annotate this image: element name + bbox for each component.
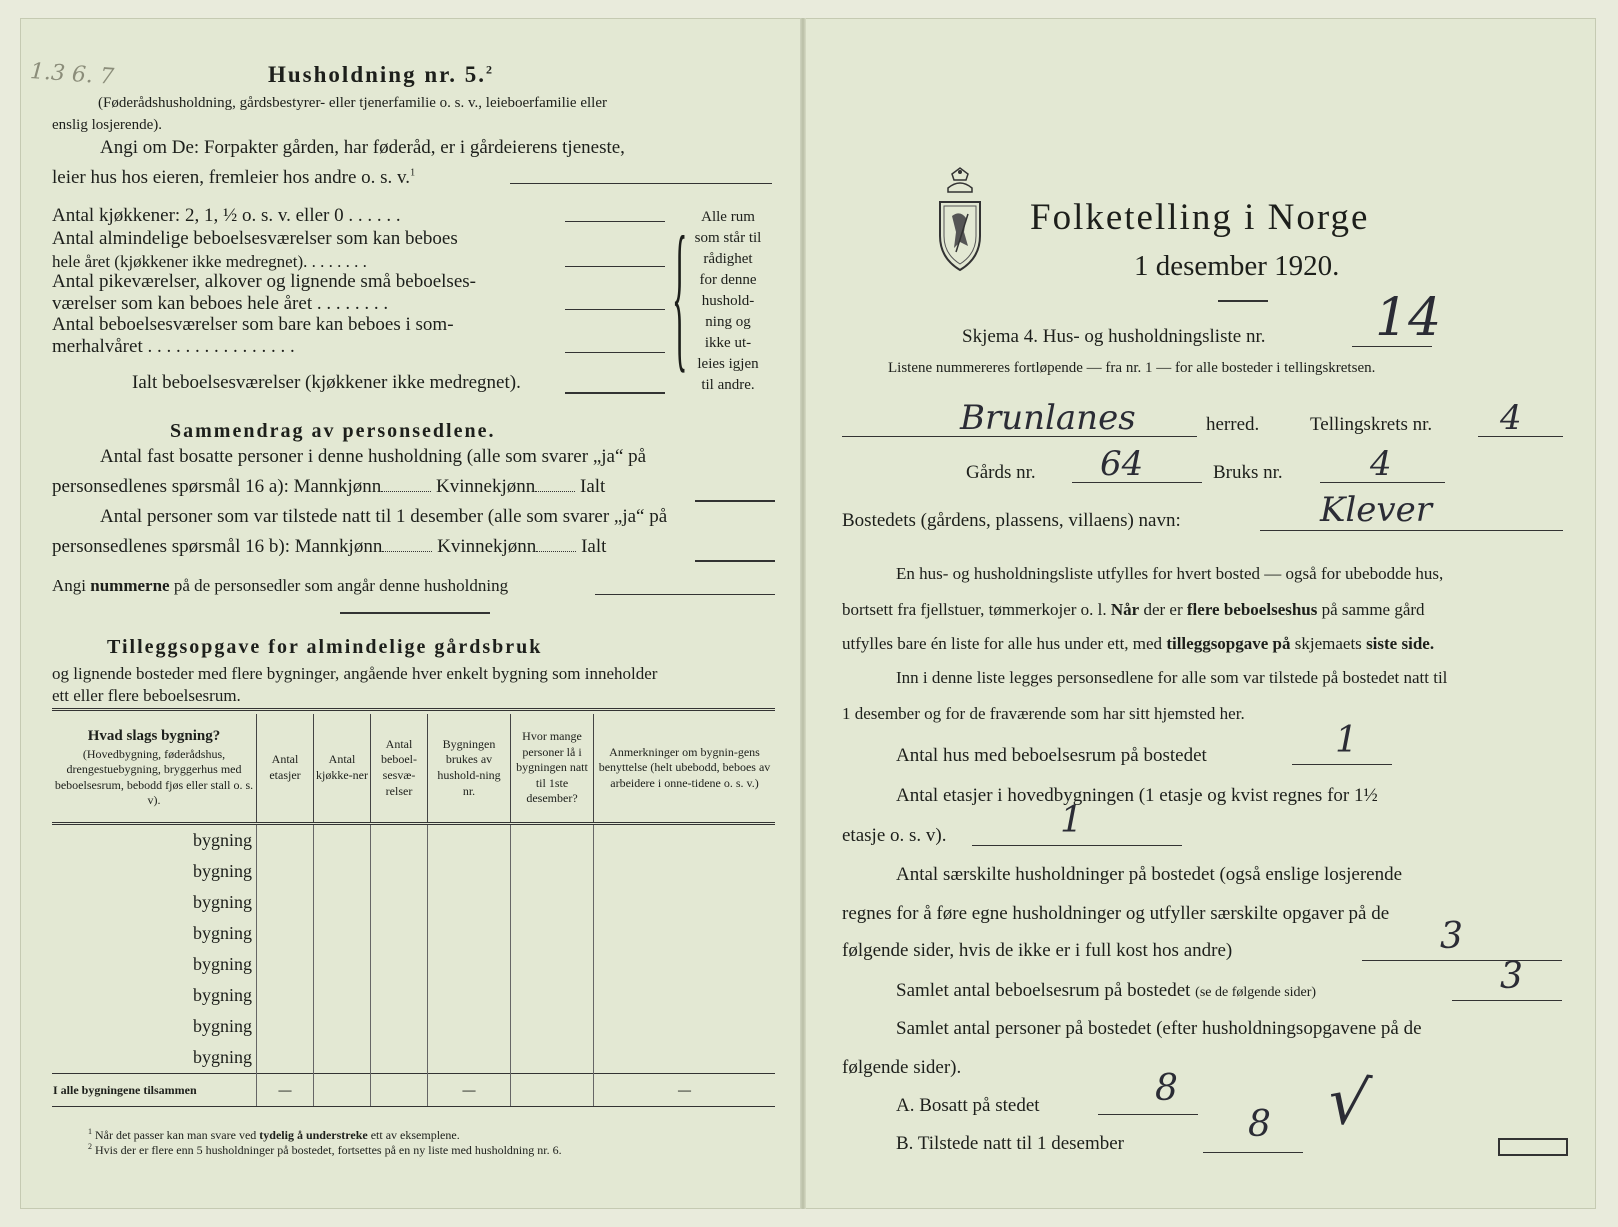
info-para-1-line-1: En hus- og husholdningsliste utfylles for hvert bosted — også for ubebodde hus, xyxy=(896,564,1444,583)
row-label: bygning xyxy=(192,985,252,1005)
main-title: Folketelling i Norge xyxy=(1030,197,1370,238)
herred-value: Brunlanes xyxy=(960,398,1136,438)
brace-note: Alle rum som står til rådighet for denne hushold- ning og ikke ut- leies igjen til andre. xyxy=(694,209,762,393)
col-persons: Hvor mange personer lå i bygningen natt til 1ste desember? xyxy=(511,714,594,824)
row-label: bygning xyxy=(192,892,252,912)
angi-line-2: leier hus hos eieren, fremleier hos andre o. s. v.$^1$ xyxy=(52,167,416,188)
info-para-2-line-1: Inn i denne liste legges personsedlene for alle som var tilstede på bostedet natt til xyxy=(896,668,1448,687)
angi-line-1: Angi om De: Forpakter gården, har føderåd, er i gårdeierens tjeneste, xyxy=(100,137,625,158)
info-para-2-line-2: 1 desember og for de fraværende som har sitt hjemsted her. xyxy=(842,704,1245,723)
q-hus-answer-line[interactable] xyxy=(1292,764,1392,765)
ordinary-rooms-answer-line[interactable] xyxy=(565,266,665,267)
sum-label: I alle bygningene tilsammen xyxy=(52,1074,257,1107)
table-row[interactable] xyxy=(52,887,775,918)
q-hus-value: 1 xyxy=(1335,720,1358,761)
faint-margin-marks: 1.3 6. 7 xyxy=(29,59,115,90)
printer-stamp xyxy=(1498,1138,1568,1156)
table-row[interactable] xyxy=(52,949,775,980)
bosted-label: Bostedets (gårdens, plassens, villaens) navn: xyxy=(842,510,1181,531)
info-para-1-line-2: bortsett fra fjellstuer, tømmerkojer o. l. Når der er flere beboelseshus på samme gård xyxy=(842,600,1425,619)
bosted-value: Klever xyxy=(1320,490,1432,530)
rooms-line-5: værelser som kan beboes hele året . . . . . . . . xyxy=(52,293,389,314)
household-intro-2: enslig losjerende). xyxy=(52,117,162,133)
rooms-line-1: Antal kjøkkener: 2, 1, ½ o. s. v. eller 0 . . . . . . xyxy=(52,205,401,226)
q-hush-answer-line[interactable] xyxy=(1362,960,1562,961)
q-pers-line-2: følgende sider). xyxy=(842,1057,962,1078)
schema-label: Skjema 4. Hus- og husholdningsliste nr. xyxy=(962,326,1266,347)
total-rooms-answer-line[interactable] xyxy=(565,392,665,394)
bosted-answer-line[interactable] xyxy=(1260,530,1563,531)
q-rum-answer-line[interactable] xyxy=(1452,1000,1562,1001)
tilstede-value: 8 xyxy=(1248,1104,1271,1145)
q-rum-value: 3 xyxy=(1500,956,1523,997)
summary-a-line-1: Antal fast bosatte personer i denne husholdning (alle som svarer „ja“ på xyxy=(100,446,647,467)
q-hush-line-3: følgende sider, hvis de ikke er i full kost hos andre) xyxy=(842,940,1233,961)
q-etasjer-answer-line[interactable] xyxy=(972,845,1182,846)
info-para-1-line-3: utfylles bare én liste for alle hus under ett, med tilleggsopgave på skjemaets siste side. xyxy=(842,634,1435,653)
q-hus-label: Antal hus med beboelsesrum på bostedet xyxy=(896,745,1207,766)
gards-label: Gårds nr. xyxy=(966,462,1036,483)
checkmark-icon: √ xyxy=(1323,1063,1374,1143)
bruks-value: 4 xyxy=(1370,444,1392,484)
bosatt-value: 8 xyxy=(1155,1068,1178,1109)
q-hush-line-1: Antal særskilte husholdninger på bostedet (også enslige losjerende xyxy=(896,864,1403,885)
summary-title: Sammendrag av personsedlene. xyxy=(170,420,496,442)
summary-a-line-2: personsedlenes spørsmål 16 a): Mannkjønn Kvinnekjønn Ialt xyxy=(52,476,606,497)
footnote-1: $^1$ Når det passer kan man svare ved tydelig å understreke ett av eksemplene. xyxy=(88,1127,460,1142)
col-kitchens: Antal kjøkke-ner xyxy=(314,714,371,824)
summary-a-total-line[interactable] xyxy=(695,500,775,502)
page-fold xyxy=(800,18,806,1209)
bruks-label: Bruks nr. xyxy=(1213,462,1283,483)
summer-rooms-answer-line[interactable] xyxy=(565,352,665,353)
row-label: bygning xyxy=(192,861,252,881)
summary-b-total-line[interactable] xyxy=(695,560,775,562)
norway-coat-of-arms-icon xyxy=(930,166,990,276)
footnote-2: $^2$ Hvis der er flere enn 5 husholdninger på bostedet, fortsettes på en ny liste med husholdning nr. 6. xyxy=(88,1142,562,1157)
bosatt-answer-line[interactable] xyxy=(1098,1114,1198,1115)
q-hush-line-2: regnes for å føre egne husholdninger og utfyller særskilte opgaver på de xyxy=(842,903,1390,924)
rooms-line-2: Antal almindelige beboelsesværelser som kan beboes xyxy=(52,228,458,249)
col-rooms: Antal beboel-sesvæ-relser xyxy=(371,714,428,824)
col-household-no: Bygningen brukes av hushold-ning nr. xyxy=(428,714,511,824)
herred-label: herred. xyxy=(1206,414,1260,435)
tillegg-title: Tilleggsopgave for almindelige gårdsbruk xyxy=(107,636,543,658)
table-row[interactable] xyxy=(52,1042,775,1074)
rooms-line-7: merhalvåret . . . . . . . . . . . . . . . . xyxy=(52,336,295,357)
tillegg-sub-1: og lignende bosteder med flere bygninger, angående hver enkelt bygning som inneholder xyxy=(52,664,658,683)
census-date: 1 desember 1920. xyxy=(1134,250,1340,282)
numbering-note: Listene nummereres fortløpende — fra nr. 1 — for alle bosteder i tellingskretsen. xyxy=(888,360,1376,376)
tillegg-sub-2: ett eller flere beboelsesrum. xyxy=(52,686,241,705)
table-row[interactable] xyxy=(52,856,775,887)
title-divider xyxy=(1218,300,1268,302)
rooms-line-3: hele året (kjøkkener ikke medregnet). . . . . . . . xyxy=(52,252,367,271)
angi-nummer-answer-line[interactable] xyxy=(595,594,775,595)
table-row[interactable] xyxy=(52,1011,775,1042)
kitchens-answer-line[interactable] xyxy=(565,221,665,222)
q-etasjer-value: 1 xyxy=(1060,800,1083,841)
tellingskrets-label: Tellingskrets nr. xyxy=(1310,414,1433,435)
q-hush-value: 3 xyxy=(1440,916,1463,957)
angi-answer-line[interactable] xyxy=(510,183,772,184)
angi-nummer: Angi nummerne på de personsedler som angår denne husholdning xyxy=(52,576,509,595)
total-rooms-label: Ialt beboelsesværelser (kjøkkener ikke medregnet). xyxy=(132,372,521,393)
col-floors: Antal etasjer xyxy=(257,714,314,824)
buildings-table xyxy=(52,714,775,1107)
row-label: bygning xyxy=(192,923,252,943)
table-row[interactable] xyxy=(52,980,775,1011)
q-etasjer-line-1: Antal etasjer i hovedbygningen (1 etasje og kvist regnes for 1½ xyxy=(896,785,1378,806)
table-row[interactable] xyxy=(52,824,775,857)
q-rum-label: Samlet antal beboelsesrum på bostedet (se de følgende sider) xyxy=(896,980,1317,1001)
table-row[interactable] xyxy=(52,918,775,949)
col-remarks: Anmerkninger om bygnin-gens benyttelse (helt ubebodd, beboes av arbeidere i onne-tidene o. s. v.) xyxy=(594,714,776,824)
sum-dash: — xyxy=(257,1074,314,1107)
row-label: bygning xyxy=(192,1016,252,1036)
table-top-rule xyxy=(52,708,775,711)
brace: { xyxy=(672,199,688,387)
bosatt-label: A. Bosatt på stedet xyxy=(896,1095,1040,1116)
q-pers-line-1: Samlet antal personer på bostedet (efter husholdningsopgavene på de xyxy=(896,1018,1422,1039)
col-building-type: Hvad slags bygning? (Hovedbygning, føderådshus, drengestuebygning, bryggerhus med beboelsesrum, bebodd fjøs eller stall o. s. v). xyxy=(54,728,254,808)
rooms-line-6: Antal beboelsesværelser som bare kan beboes i som- xyxy=(52,314,454,335)
row-label: bygning xyxy=(192,830,252,850)
q-etasjer-line-2: etasje o. s. v). xyxy=(842,825,947,846)
household-intro-1: (Føderådshusholdning, gårdsbestyrer- eller tjenerfamilie o. s. v., leieboerfamilie eller xyxy=(98,95,607,111)
summary-b-line-2: personsedlenes spørsmål 16 b): Mannkjønn Kvinnekjønn Ialt xyxy=(52,536,607,557)
tilstede-label: B. Tilstede natt til 1 desember xyxy=(896,1133,1124,1154)
gards-value: 64 xyxy=(1100,444,1144,484)
row-label: bygning xyxy=(192,954,252,974)
sum-dash: — xyxy=(594,1074,776,1107)
table-sum-row xyxy=(52,1074,775,1107)
household-title: Husholdning nr. 5.$^2$ xyxy=(268,62,494,87)
small-rooms-answer-line[interactable] xyxy=(565,309,665,310)
rooms-line-4: Antal pikeværelser, alkover og lignende små beboelses- xyxy=(52,271,476,292)
section-divider xyxy=(340,612,490,614)
tellingskrets-value: 4 xyxy=(1500,398,1522,438)
row-label: bygning xyxy=(192,1047,252,1067)
tilstede-answer-line[interactable] xyxy=(1203,1152,1303,1153)
schema-number: 14 xyxy=(1375,288,1442,348)
summary-b-line-1: Antal personer som var tilstede natt til 1 desember (alle som svarer „ja“ på xyxy=(100,506,668,527)
sum-dash: — xyxy=(428,1074,511,1107)
